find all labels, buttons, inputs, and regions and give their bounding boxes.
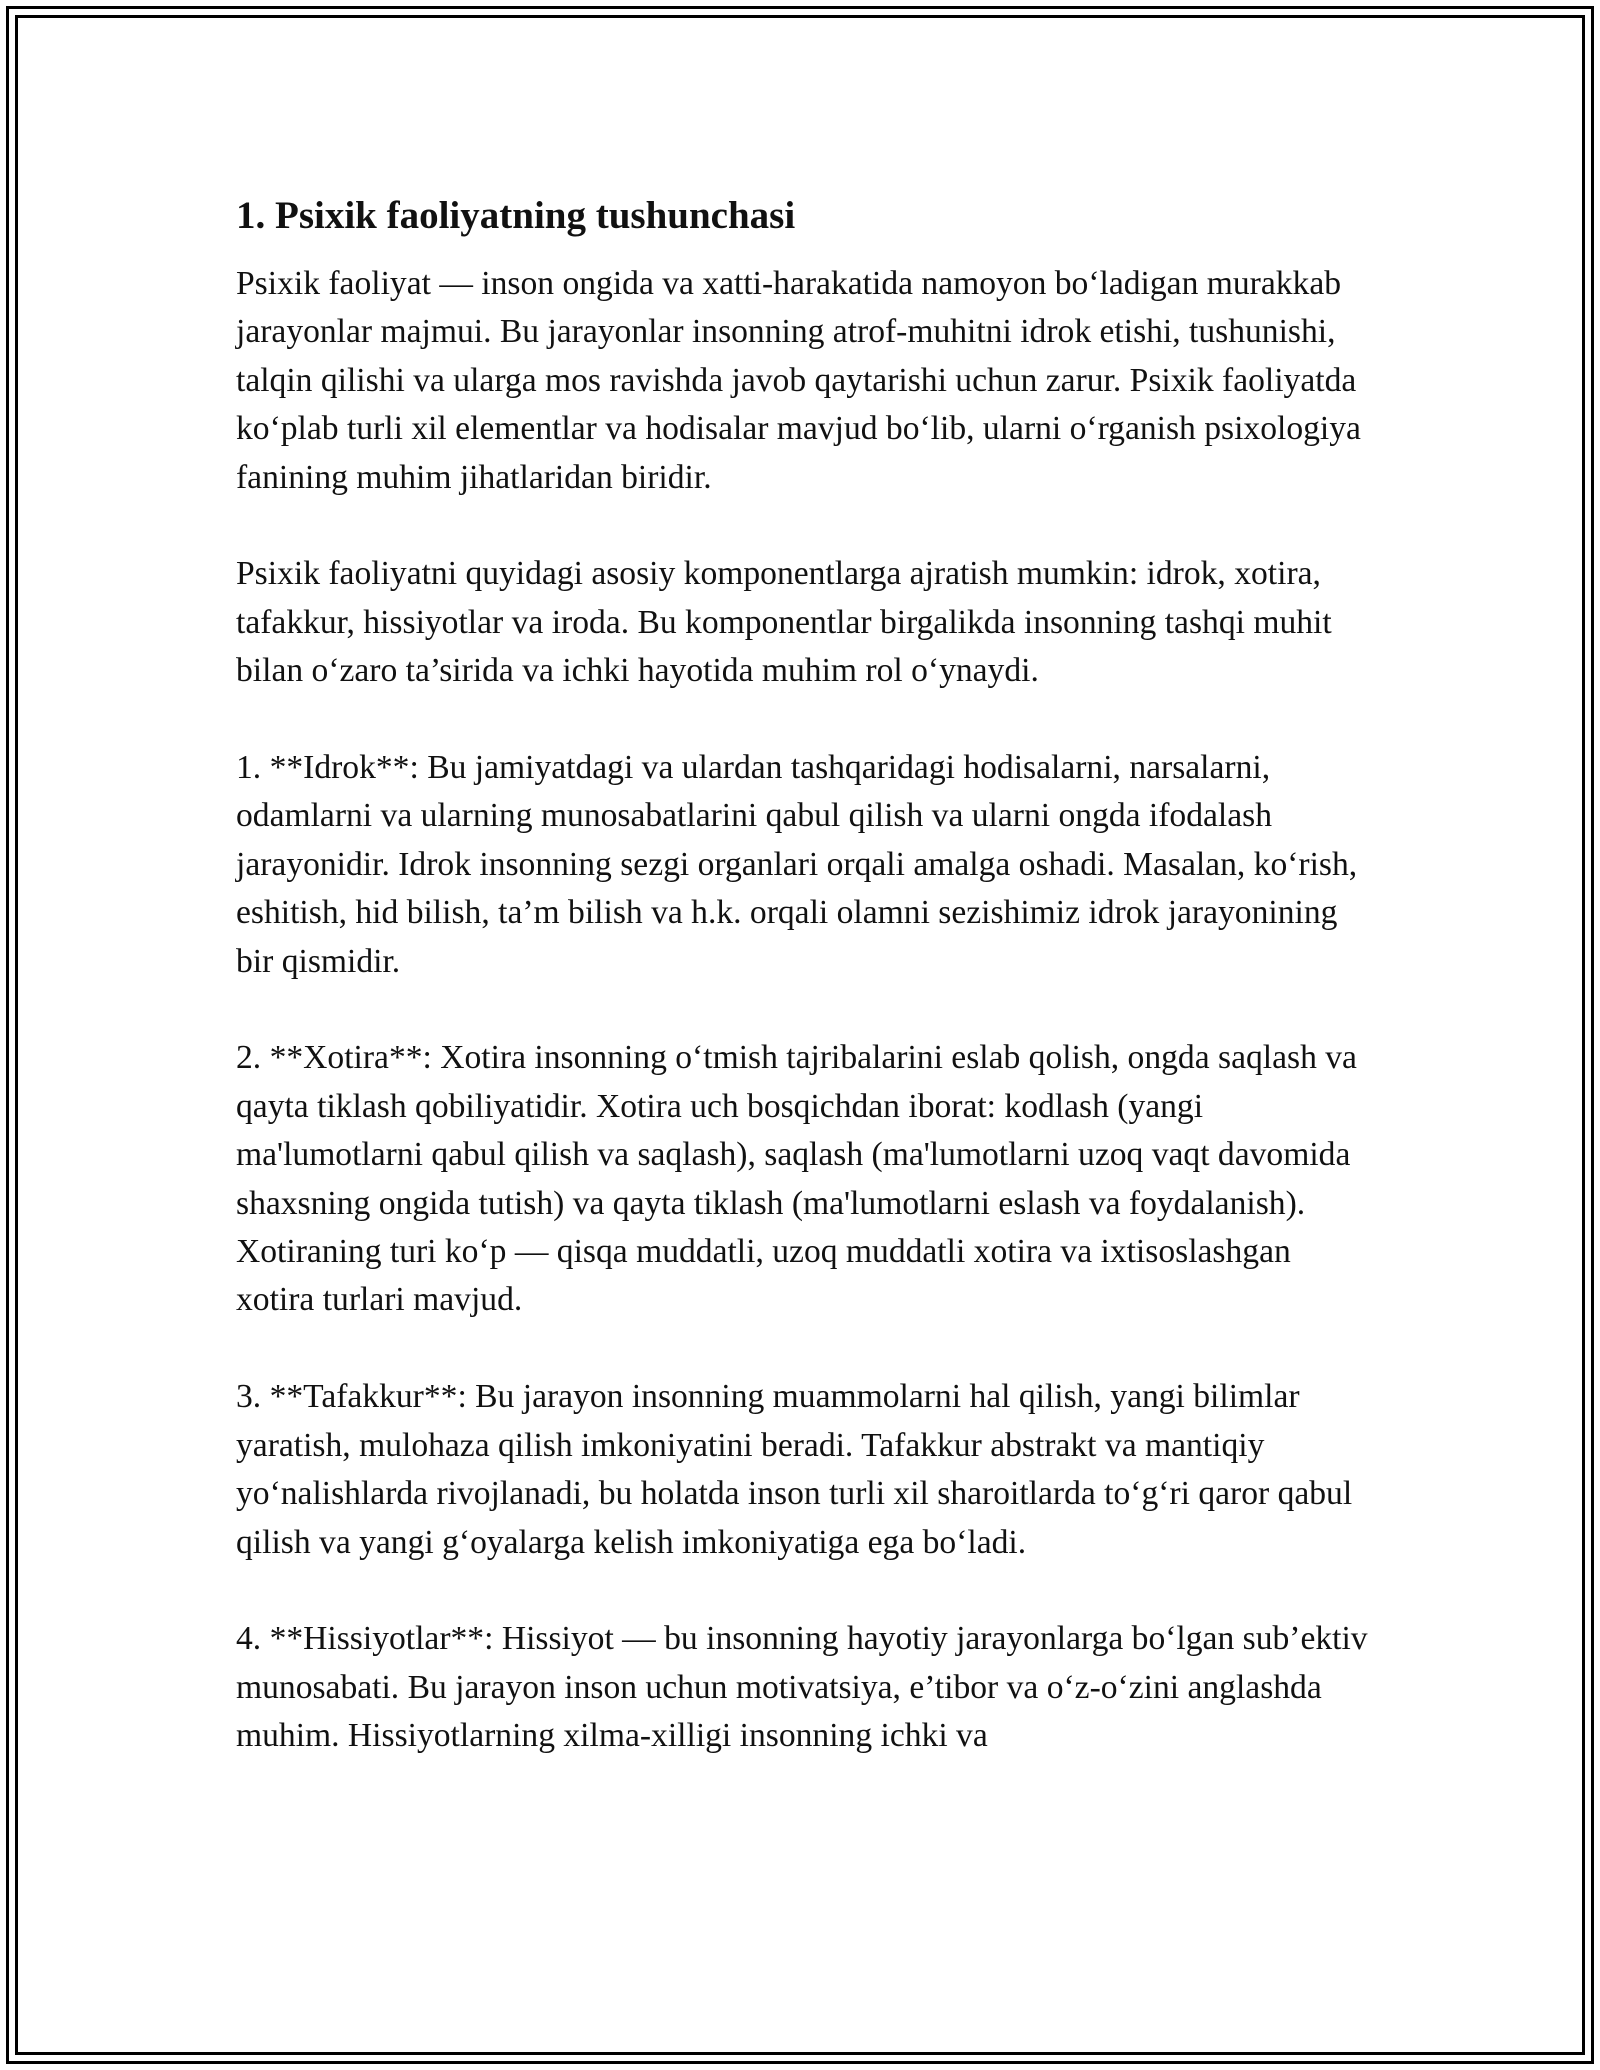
paragraph-intro: Psixik faoliyat — inson ongida va xatti-harakatida namoyon bo‘ladigan murakkab jarayonlar majmui. Bu jarayonlar insonning atrof-muhitni idrok etishi, tushunishi, talqin qilishi va ularga mos ravishda javob qaytarishi uchun zarur. Psixik faoliyatda ko‘plab turli xil elementlar va hodisalar mavjud bo‘lib, ularni o‘rganish psixologiya fanining muhim jihatlaridan biridir.: [236, 265, 1361, 496]
paragraph-xotira: 2. **Xotira**: Xotira insonning o‘tmish tajribalarini eslab qolish, ongda saqlash va qayta tiklash qobiliyatidir. Xotira uch bosqichdan iborat: kodlash (yangi ma'lumotlarni qabul qilish va saqlash), saqlash (ma'lumotlarni uzoq vaqt davomida shaxsning ongida tutish) va qayta tiklash (ma'lumotlarni eslash va foydalanish). Xotiraning turi ko‘p — qisqa muddatli, uzoq muddatli xotira va ixtisoslashgan xotira turlari mavjud.: [236, 1039, 1357, 1319]
paragraph-hissiyotlar: 4. **Hissiyotlar**: Hissiyot — bu insonning hayotiy jarayonlarga bo‘lgan sub’ektiv munosabati. Bu jarayon inson uchun motivatsiya, e’tibor va o‘z-o‘zini anglashda muhim. Hissiyotlarning xilma-xilligi insonning ichki va: [236, 1620, 1368, 1755]
paragraph-components: Psixik faoliyatni quyidagi asosiy komponentlarga ajratish mumkin: idrok, xotira, tafakkur, hissiyotlar va iroda. Bu komponentlar birgalikda insonning tashqi muhit bilan o‘zaro ta’sirida va ichki hayotida muhim rol o‘ynaydi.: [236, 555, 1332, 690]
paragraph-idrok: 1. **Idrok**: Bu jamiyatdagi va ulardan tashqaridagi hodisalarni, narsalarni, odamlarni va ularning munosabatlarini qabul qilish va ularni ongda ifodalash jarayonidir. Idrok insonning sezgi organlari orqali amalga oshadi. Masalan, ko‘rish, eshitish, hid bilish, ta’m bilish va h.k. orqali olamni sezishimiz idrok jarayonining bir qismidir.: [236, 749, 1358, 980]
document-body: [236, 188, 1376, 1809]
paragraph-tafakkur: 3. **Tafakkur**: Bu jarayon insonning muammolarni hal qilish, yangi bilimlar yaratish, mulohaza qilish imkoniyatini beradi. Tafakkur abstrakt va mantiqiy yo‘nalishlarda rivojlanadi, bu holatda inson turli xil sharoitlarda to‘g‘ri qaror qabul qilish va yangi g‘oyalarga kelish imkoniyatiga ega bo‘ladi.: [236, 1378, 1353, 1561]
section-heading: 1. Psixik faoliyatning tushunchasi: [236, 194, 796, 237]
